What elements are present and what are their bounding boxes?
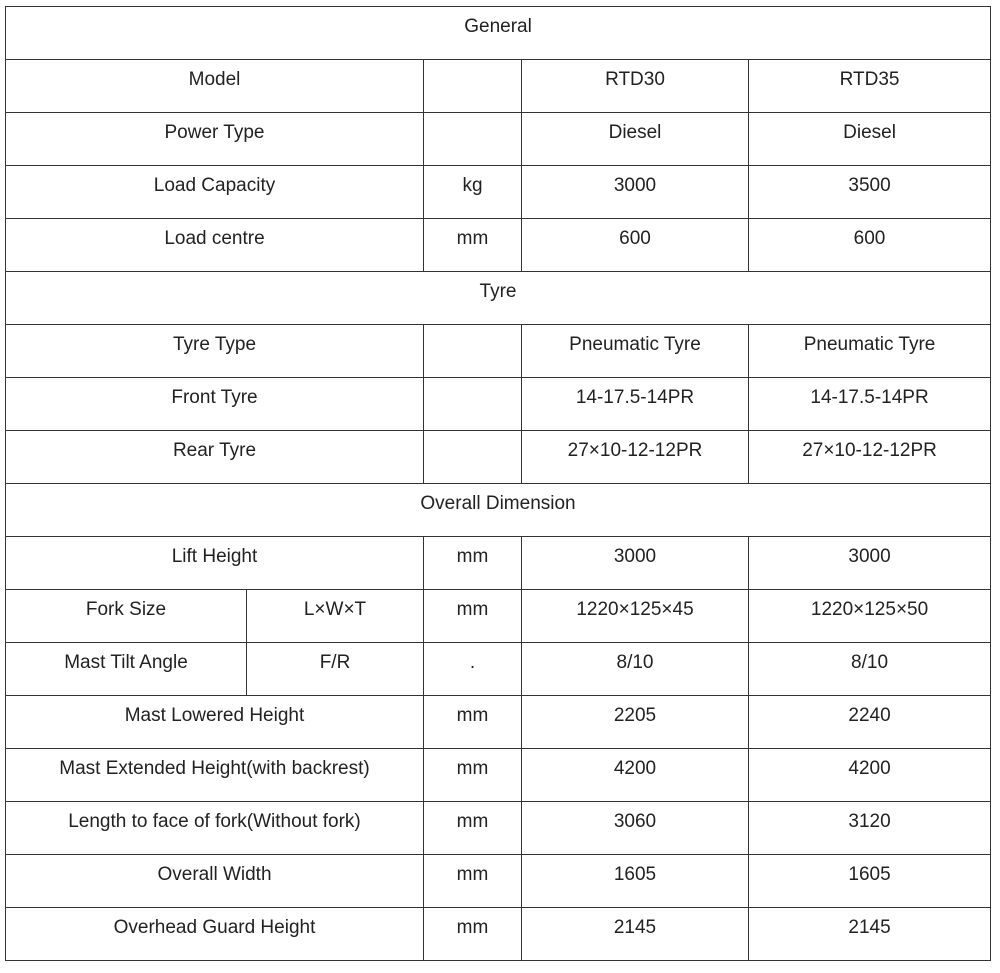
unit-cell: mm: [424, 908, 522, 961]
rtd35-cell: Diesel: [749, 113, 991, 166]
row-label: Overall Width: [6, 855, 424, 908]
rtd30-cell: 600: [522, 219, 749, 272]
table-row: [6, 60, 991, 113]
unit-cell: mm: [424, 537, 522, 590]
rtd30-cell: 4200: [522, 749, 749, 802]
table-row: [6, 749, 991, 802]
row-label: Rear Tyre: [6, 431, 424, 484]
rtd30-cell: RTD30: [522, 60, 749, 113]
row-label: Model: [6, 60, 424, 113]
row-label: Mast Lowered Height: [6, 696, 424, 749]
unit-cell: mm: [424, 696, 522, 749]
unit-cell: mm: [424, 802, 522, 855]
rtd35-cell: 8/10: [749, 643, 991, 696]
unit-cell: mm: [424, 219, 522, 272]
rtd35-cell: 3500: [749, 166, 991, 219]
row-sublabel: L×W×T: [247, 590, 424, 643]
row-sublabel: F/R: [247, 643, 424, 696]
rtd30-cell: 14-17.5-14PR: [522, 378, 749, 431]
unit-cell: [424, 431, 522, 484]
rtd35-cell: 600: [749, 219, 991, 272]
unit-cell: kg: [424, 166, 522, 219]
rtd35-cell: 2145: [749, 908, 991, 961]
rtd35-cell: 27×10-12-12PR: [749, 431, 991, 484]
section-row-overall: [6, 484, 991, 537]
section-header-general: General: [6, 7, 991, 60]
unit-cell: .: [424, 643, 522, 696]
unit-cell: [424, 378, 522, 431]
row-label: Power Type: [6, 113, 424, 166]
rtd30-cell: 2145: [522, 908, 749, 961]
table-row: [6, 378, 991, 431]
table-row: [6, 643, 991, 696]
row-label: Load centre: [6, 219, 424, 272]
section-header-overall-dimension: Overall Dimension: [6, 484, 991, 537]
table-row: [6, 696, 991, 749]
rtd35-cell: 3120: [749, 802, 991, 855]
section-header-tyre: Tyre: [6, 272, 991, 325]
rtd30-cell: 8/10: [522, 643, 749, 696]
rtd35-cell: 1220×125×50: [749, 590, 991, 643]
rtd35-cell: 14-17.5-14PR: [749, 378, 991, 431]
row-label: Tyre Type: [6, 325, 424, 378]
table-row: [6, 166, 991, 219]
rtd35-cell: 4200: [749, 749, 991, 802]
section-row-tyre: [6, 272, 991, 325]
unit-cell: [424, 113, 522, 166]
row-label: Length to face of fork(Without fork): [6, 802, 424, 855]
rtd30-cell: 1220×125×45: [522, 590, 749, 643]
table-row: [6, 537, 991, 590]
rtd35-cell: 2240: [749, 696, 991, 749]
table-row: [6, 802, 991, 855]
row-label: Fork Size: [6, 590, 247, 643]
row-label: Front Tyre: [6, 378, 424, 431]
unit-cell: [424, 325, 522, 378]
rtd30-cell: 2205: [522, 696, 749, 749]
rtd30-cell: 3000: [522, 537, 749, 590]
unit-cell: mm: [424, 590, 522, 643]
rtd30-cell: 3060: [522, 802, 749, 855]
table-row: [6, 908, 991, 961]
rtd30-cell: 27×10-12-12PR: [522, 431, 749, 484]
rtd35-cell: RTD35: [749, 60, 991, 113]
section-row-general: [6, 7, 991, 60]
rtd30-cell: 1605: [522, 855, 749, 908]
table-row: [6, 590, 991, 643]
row-label: Lift Height: [6, 537, 424, 590]
table-row: [6, 219, 991, 272]
table-row: [6, 325, 991, 378]
rtd35-cell: 3000: [749, 537, 991, 590]
row-label: Mast Extended Height(with backrest): [6, 749, 424, 802]
row-label: Overhead Guard Height: [6, 908, 424, 961]
rtd30-cell: 3000: [522, 166, 749, 219]
rtd35-cell: Pneumatic Tyre: [749, 325, 991, 378]
unit-cell: [424, 60, 522, 113]
rtd30-cell: Diesel: [522, 113, 749, 166]
row-label: Load Capacity: [6, 166, 424, 219]
unit-cell: mm: [424, 749, 522, 802]
table-row: [6, 855, 991, 908]
table-row: [6, 113, 991, 166]
spec-table: [5, 6, 991, 961]
table-row: [6, 431, 991, 484]
unit-cell: mm: [424, 855, 522, 908]
row-label: Mast Tilt Angle: [6, 643, 247, 696]
rtd35-cell: 1605: [749, 855, 991, 908]
rtd30-cell: Pneumatic Tyre: [522, 325, 749, 378]
